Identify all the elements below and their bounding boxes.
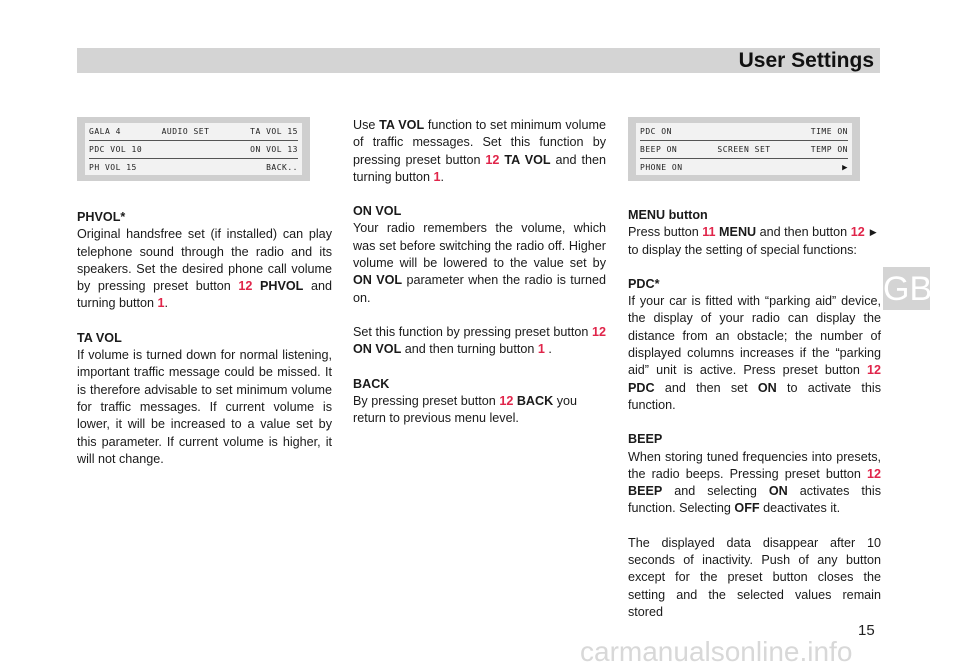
onvol-section <box>353 203 606 307</box>
keyword: PDC <box>628 380 655 395</box>
display-cell: PHONE ON <box>640 163 683 172</box>
page-title: User Settings <box>738 49 874 72</box>
language-tab: GB <box>883 267 930 310</box>
body-text: Set this function by pressing preset button <box>353 324 592 339</box>
phvol-text: . <box>164 296 169 311</box>
body-text: and then turning button <box>401 342 538 357</box>
body-text: Press button <box>628 225 703 240</box>
body-text: parameter when the radio is turned on. <box>353 273 606 305</box>
button-number: 12 <box>238 279 253 294</box>
button-number: 1 <box>157 296 165 311</box>
header-bar <box>77 48 880 73</box>
body-text: and then turning button <box>353 152 606 184</box>
onvol-usage <box>353 324 606 359</box>
tavol-usage <box>353 117 606 186</box>
button-number: 12 <box>866 363 881 378</box>
display-cell: GALA 4 <box>89 127 121 136</box>
keyword: TA VOL <box>379 118 425 132</box>
display-row <box>640 159 848 176</box>
final-note <box>628 535 881 621</box>
body-text: Use <box>353 118 380 132</box>
page-number: 15 <box>858 622 875 639</box>
display-cell: ON VOL 13 <box>250 145 298 154</box>
keyword: MENU <box>719 225 757 240</box>
display-row <box>89 159 298 176</box>
back-section <box>353 376 606 428</box>
display-cell: BEEP ON <box>640 145 678 154</box>
phvol-text: Original handsfree set (if installed) can play telephone sound through the radio and its speakers. Set the desired phone call volume by pressing preset button <box>77 227 332 294</box>
tavol-heading: TA VOL <box>77 330 122 345</box>
display-cell: TA VOL 15 <box>250 127 298 136</box>
column-right <box>628 207 881 638</box>
menu-section <box>628 207 881 259</box>
button-number: 11 <box>702 225 716 240</box>
body-text: If your car is fitted with “parking aid” device, the display of your radio can display the distance from an obstacle; the number of displayed columns increases if the “parking aid” unit is active. Press preset button <box>628 294 881 378</box>
display-cell: TEMP ON <box>810 145 848 154</box>
body-text: The displayed data disappear after 10 seconds of inactivity. Push of any button except for the preset button closes the setting and the selected values remain stored <box>628 535 881 619</box>
pdc-section <box>628 276 881 414</box>
keyword: ON <box>757 380 777 395</box>
body-text: and then set <box>654 380 758 395</box>
body-text: function to set minimum volume of traffic messages. Set this function by pressing preset button <box>353 118 606 167</box>
keyword: ON VOL <box>353 273 403 288</box>
body-text: deactivates it. <box>759 501 841 516</box>
body-text: . <box>440 169 445 184</box>
button-number: 1 <box>537 342 545 357</box>
display-row <box>640 123 848 141</box>
keyword: BEEP <box>628 484 663 499</box>
body-text: activates this function. Selecting <box>628 484 881 516</box>
onvol-heading: ON VOL <box>353 204 402 219</box>
display-cell: AUDIO SET <box>161 127 210 136</box>
display-row <box>89 123 298 141</box>
button-number: 12 <box>866 466 881 481</box>
display-cell: PDC VOL 10 <box>89 145 143 154</box>
button-number: 12 <box>499 393 514 408</box>
button-number: 12 <box>485 152 500 167</box>
arrow-right-icon: ▶ <box>842 162 848 173</box>
display-row <box>89 141 298 159</box>
body-text: By pressing preset button <box>353 393 500 408</box>
arrow-right-icon: ▶ <box>869 227 877 238</box>
tavol-section <box>77 330 332 468</box>
body-text: to activate this function. <box>628 380 882 412</box>
body-text: to display the setting of special functions: <box>628 242 857 257</box>
beep-section <box>628 431 881 517</box>
menu-heading: MENU button <box>628 208 708 222</box>
body-text: and selecting <box>662 484 769 499</box>
display-cell: PH VOL 15 <box>89 163 137 172</box>
keyword: OFF <box>734 501 760 516</box>
display-cell: TIME ON <box>810 127 848 136</box>
watermark: carmanualsonline.info <box>580 636 853 667</box>
keyword: ON VOL <box>353 342 402 357</box>
phvol-heading: PHVOL* <box>77 210 126 224</box>
body-text: When storing tuned frequencies into presets, the radio beeps. Pressing preset button <box>628 449 881 481</box>
column-left <box>77 209 332 485</box>
body-text: Your radio remembers the volume, which was set before switching the radio off. Higher volume will be lowered to the value set by <box>353 221 606 271</box>
keyword: PHVOL <box>259 279 304 294</box>
keyword: ON <box>768 484 788 499</box>
button-number: 1 <box>433 169 441 184</box>
display-cell: PDC ON <box>640 127 672 136</box>
button-number: 12 <box>591 324 606 339</box>
phvol-text: and turning button <box>77 279 332 311</box>
keyword: TA VOL <box>504 152 551 167</box>
body-text: you return to previous menu level. <box>353 393 578 426</box>
button-number: 12 <box>850 225 865 240</box>
back-heading: BACK <box>353 376 390 391</box>
radio-display-audio-set <box>77 117 310 181</box>
phvol-section <box>77 209 332 313</box>
display-cell: SCREEN SET <box>717 145 771 154</box>
keyword: BACK <box>516 393 554 408</box>
body-text: and then button <box>756 225 851 240</box>
display-row <box>640 141 848 159</box>
tavol-text: If volume is turned down for normal listening, important traffic message could be missed. It is therefore advisable to set minimum volume for traffic messages. If current volume is lower, it will be increased to a value set by this parameter. If current volume is higher, it will not change. <box>77 348 332 466</box>
body-text: . <box>544 342 552 357</box>
display-cell: BACK.. <box>266 163 298 172</box>
column-middle <box>353 117 606 444</box>
beep-heading: BEEP <box>628 432 663 447</box>
pdc-heading: PDC* <box>628 276 660 291</box>
radio-display-screen-set <box>628 117 860 181</box>
